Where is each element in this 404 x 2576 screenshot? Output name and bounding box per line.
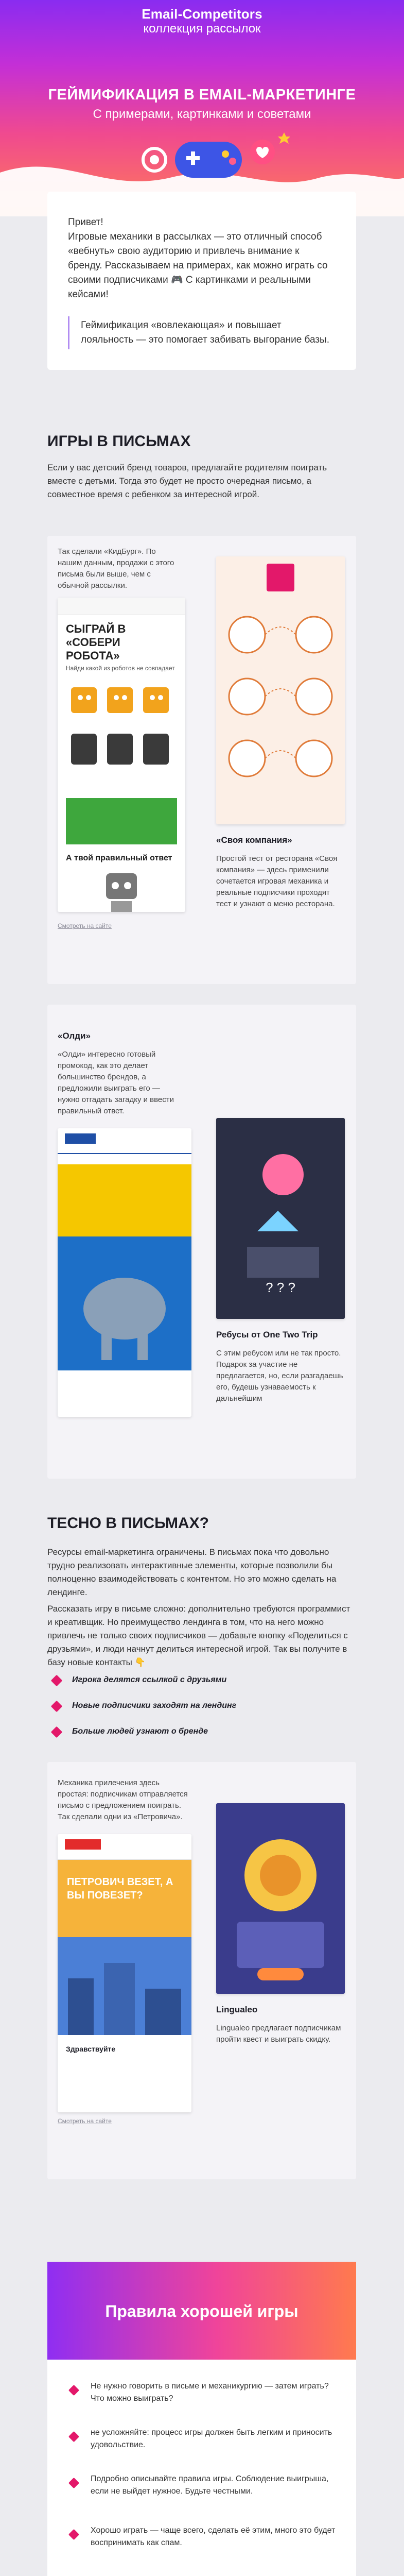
rules-card [47, 2262, 356, 2576]
oldi-text: «Олди» интересно готовый промокод, как это делает большинство брендов, а предложили выиграть его — нужно отгадать загадку и ввести правильный ответ. [58, 1050, 174, 1115]
hero-banner [0, 0, 404, 216]
tests-bullet-text: Новые подписчики заходят на лендинг [72, 1701, 237, 1710]
diamond-icon [68, 2529, 79, 2540]
tests-bullet-text: Больше людей узнают о бренде [72, 1727, 208, 1736]
intro-card [47, 192, 356, 370]
robots-illustration [66, 677, 177, 790]
kidburg-email-title: СЫГРАЙ В «СОБЕРИ РОБОТА» [66, 622, 126, 662]
brand[interactable] [0, 6, 404, 36]
kidburg-email-screenshot[interactable] [58, 598, 185, 912]
rebus-illustration [216, 1118, 345, 1319]
onetwotrip-email-screenshot[interactable] [216, 1118, 345, 1319]
example1-link[interactable]: Смотреть на сайте [58, 922, 112, 929]
example1-caption: Так сделали «КидБург». По нашим данным, продажи с этого письма были выше, чем с обычной рассылки. [58, 547, 174, 590]
onetwotrip-text: С этим ребусом или не так просто. Подарок за участие не предлагается, но, если разгадаешь его, будешь узнаваемость к дальнейшим [216, 1349, 343, 1403]
diamond-icon [68, 2431, 79, 2442]
intro-greeting: Привет! [68, 217, 103, 228]
diamond-icon [51, 1675, 63, 1687]
rules-title: Правила хорошей игры [105, 2302, 298, 2320]
tests-bullet [47, 1721, 356, 1744]
hero-subtitle: С примерами, картинками и советами [93, 107, 311, 121]
brand-title: Email-Competitors [142, 6, 262, 22]
rule-text: Не нужно говорить в письме и механикургию — затем играть? Что можно выиграть? [91, 2382, 329, 2403]
lion-quest-illustration [216, 1803, 345, 1994]
intro-text: Игровые механики в рассылках — это отличный способ «вебнуть» свою аудиторию и привлечь внимание к бренду. Рассказываем на примерах, как можно играть со своими подписчиками 🎮 С картинками и реальными кейсами! [68, 231, 328, 300]
tests-bullet-text: Игрока делятся ссылкой с друзьями [72, 1675, 227, 1684]
svoya-kompaniya-caption [216, 835, 345, 910]
hero-title: ГЕЙМИФИКАЦИЯ В EMAIL-МАРКЕТИНГЕ [48, 87, 356, 103]
onetwotrip-title: Ребусы от One Two Trip [216, 1330, 318, 1340]
onetwotrip-caption [216, 1329, 345, 1404]
rule-text: Хорошо играть — чаще всего, сделать её этим, много это будет воспринимать как спам. [91, 2526, 336, 2547]
petrovich-email-greeting: Здравствуйте [66, 2045, 116, 2053]
pixel-city-illustration [58, 1937, 191, 2035]
oldi-brand: «Олди» [58, 1031, 91, 1041]
games-heading: ИГРЫ В ПИСЬМАХ [47, 433, 191, 450]
petrovich-caption: Механика прилечения здесь простая: подписчикам отправляется письмо с предложением поиграть. Так сделали одни из «Петровича». [58, 1778, 188, 1821]
elephant-illustration [58, 1236, 191, 1370]
quiz-illustration [216, 599, 345, 815]
svg-text:? ? ?: ? ? ? [266, 1280, 295, 1295]
lingualeo-title: Lingualeo [216, 2005, 258, 2014]
games-text: Если у вас детский бренд товаров, предлагайте родителям поиграть вместе с детьми. Тогда это будет не просто очередная письмо, а совместное время с ребенком за интересной игрой. [47, 463, 327, 499]
lingualeo-text: Lingualeo предлагает подписчикам пройти квест и выиграть скидку. [216, 2024, 341, 2044]
svoya-kompaniya-logo [267, 564, 294, 591]
tests-p2: Рассказать игру в письме сложно: дополнительно требуются программист и креативщик. Но преимущество лендинга в том, что на него можно привлечь не только своих подписчиков — добавьте кнопку «Поделиться с друзьями», и люди начнут делиться интересной игрой. Так вы получите в базу новые контакты 👇 [47, 1604, 350, 1667]
petrovich-email-screenshot[interactable] [58, 1834, 191, 2112]
robot-icon [66, 863, 177, 912]
kidburg-email-question: А твой правильный ответ [66, 854, 172, 862]
svoya-kompaniya-title: «Своя компания» [216, 835, 292, 845]
oldi-caption [58, 1030, 181, 1117]
rule-text: Подробно описывайте правила игры. Соблюдение выигрыша, если не выйдет нужное. Будьте честными. [91, 2475, 329, 2496]
diamond-icon [51, 1701, 63, 1713]
kidburg-email-sub: Найди какой из роботов не совпадает [66, 665, 175, 672]
svoya-kompaniya-text: Простой тест от ресторана «Своя компания» — здесь применили сочетается игровая механика и реальные подписчики проходят тест и узнают о меню ресторана. [216, 854, 338, 908]
petrovich-email-banner: ПЕТРОВИЧ ВЕЗЕТ, А ВЫ ПОВЕЗЕТ? [58, 1860, 191, 1937]
diamond-icon [68, 2478, 79, 2488]
diamond-icon [51, 1726, 63, 1738]
rule-text: не усложняйте: процесс игры должен быть легким и приносить удовольствие. [91, 2428, 332, 2449]
tests-heading: ТЕСНО В ПИСЬМАХ? [47, 1515, 209, 1532]
lingualeo-email-screenshot[interactable] [216, 1803, 345, 1994]
petrovich-link[interactable]: Смотреть на сайте [58, 2117, 112, 2125]
svoya-kompaniya-email-screenshot[interactable] [216, 556, 345, 824]
star-icon [278, 132, 290, 144]
tests-bullet [47, 1669, 356, 1693]
brand-subtitle: коллекция рассылок [143, 22, 261, 36]
rules-header [47, 2262, 356, 2360]
tests-bullet [47, 1695, 356, 1719]
diamond-icon [68, 2385, 79, 2396]
tests-p1: Ресурсы email-маркетинга ограничены. В письмах пока что довольно трудно реализовать интерактивные элементы, которые позволили бы полноценно взаимодействовать с контентом. Но это можно сделать на лендинге. [47, 1547, 337, 1597]
intro-quote: Геймификация «вовлекающая» и повышает лояльность — это помогает забивать выгорание базы. [68, 316, 336, 349]
oldi-email-screenshot[interactable] [58, 1128, 191, 1417]
lingualeo-caption [216, 2004, 345, 2045]
